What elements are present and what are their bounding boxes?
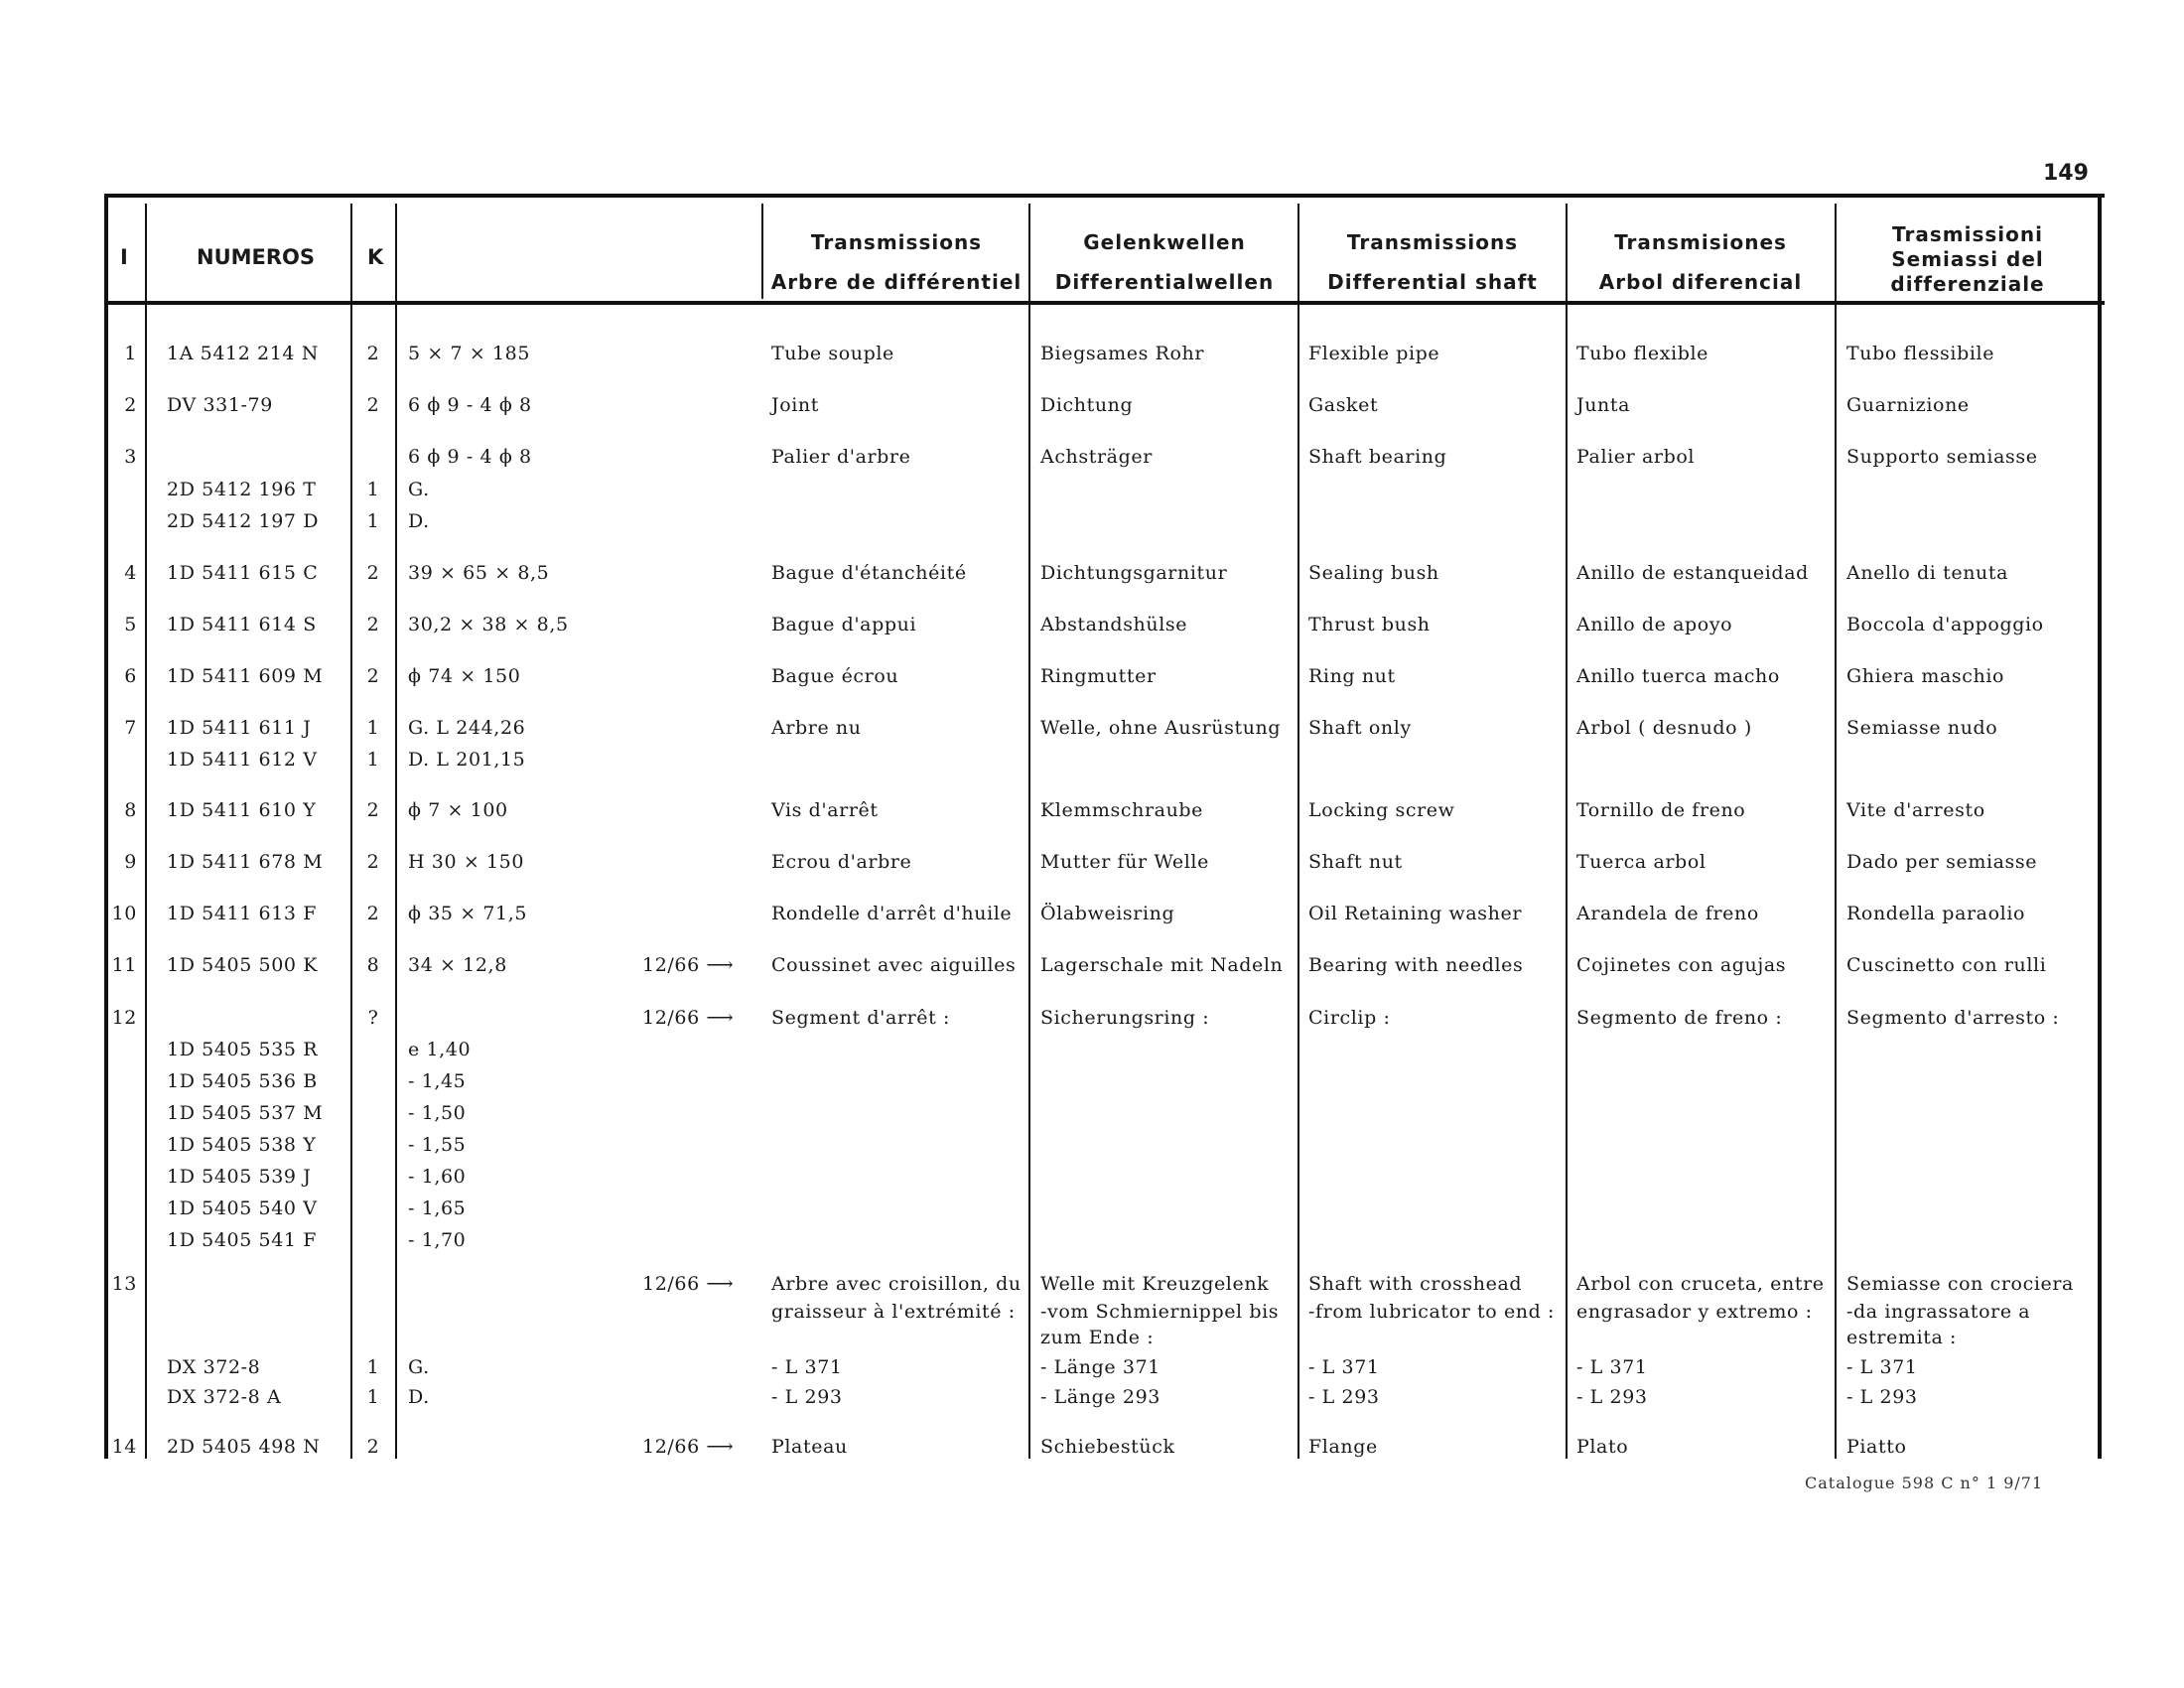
cell-dim: 30,2 × 38 × 8,5 — [408, 614, 569, 635]
cell-en: Shaft nut — [1308, 851, 1403, 873]
cell-num: 1A 5412 214 N — [167, 343, 319, 364]
cell-dim: 34 × 12,8 — [408, 954, 507, 976]
catalogue-footer: Catalogue 598 C n° 1 9/71 — [1805, 1474, 2044, 1492]
cell-dim: - 1,50 — [408, 1102, 467, 1124]
cell-dim: - 1,70 — [408, 1229, 467, 1251]
col-divider-de — [1028, 204, 1030, 1459]
header-col-fr — [764, 222, 1028, 302]
cell-fr: Palier d'arbre — [771, 446, 911, 468]
cell-de: Mutter für Welle — [1040, 851, 1209, 873]
cell-dim: 6 ϕ 9 - 4 ϕ 8 — [408, 394, 532, 416]
cell-i: 7 — [124, 717, 137, 739]
cell-de: -vom Schmiernippel bis — [1040, 1301, 1280, 1323]
header-col-k: K — [367, 245, 384, 269]
cell-it: Boccola d'appoggio — [1846, 614, 2044, 635]
cell-k: 2 — [366, 665, 380, 687]
header-en-line2: Differential shaft — [1327, 270, 1538, 294]
cell-num: 2D 5412 197 D — [167, 510, 320, 532]
header-es-line1: Transmisiones — [1614, 230, 1787, 254]
cell-es: - L 293 — [1576, 1386, 1648, 1408]
cell-k: 2 — [366, 343, 380, 364]
cell-i: 6 — [124, 665, 137, 687]
cell-dim: ϕ 7 × 100 — [408, 799, 508, 821]
cell-es: Segmento de freno : — [1576, 1007, 1783, 1029]
header-col-en — [1300, 222, 1565, 302]
cell-i: 9 — [124, 851, 137, 873]
cell-num: 2D 5412 196 T — [167, 479, 317, 500]
cell-de: Dichtungsgarnitur — [1040, 562, 1228, 584]
cell-de: Klemmschraube — [1040, 799, 1204, 821]
cell-k: ? — [367, 1007, 379, 1029]
header-col-numeros: NUMEROS — [197, 245, 316, 269]
table-top-border — [104, 194, 2105, 198]
col-divider-it — [1835, 204, 1837, 1459]
cell-num: DX 372-8 — [167, 1356, 261, 1378]
cell-k: 1 — [366, 717, 380, 739]
header-en-line1: Transmissions — [1346, 230, 1519, 254]
cell-num: 1D 5411 612 V — [167, 749, 318, 771]
cell-dim: ϕ 74 × 150 — [408, 665, 521, 687]
cell-k: 2 — [366, 562, 380, 584]
cell-en: Shaft only — [1308, 717, 1412, 739]
cell-num: 1D 5405 535 R — [167, 1039, 319, 1060]
cell-dim: - 1,60 — [408, 1166, 467, 1188]
cell-dim: ϕ 35 × 71,5 — [408, 903, 528, 924]
cell-it: Tubo flessibile — [1846, 343, 1995, 364]
cell-it: Semiasse con crociera — [1846, 1273, 2074, 1295]
cell-es: Plato — [1576, 1436, 1629, 1458]
cell-date: 12/66 ⟶ — [642, 954, 735, 976]
cell-fr: graisseur à l'extrémité : — [771, 1301, 1016, 1323]
cell-k: 1 — [366, 1386, 380, 1408]
cell-num: 1D 5411 614 S — [167, 614, 317, 635]
cell-fr: Ecrou d'arbre — [771, 851, 912, 873]
cell-num: 1D 5411 615 C — [167, 562, 319, 584]
table-left-border — [104, 196, 108, 1459]
cell-fr: Arbre nu — [771, 717, 862, 739]
cell-es: Arandela de freno — [1576, 903, 1759, 924]
cell-k: 2 — [366, 394, 380, 416]
cell-i: 10 — [111, 903, 137, 924]
cell-it: - L 293 — [1846, 1386, 1918, 1408]
cell-de: Dichtung — [1040, 394, 1134, 416]
col-divider-i — [145, 204, 147, 1459]
cell-de: - Länge 371 — [1040, 1356, 1160, 1378]
cell-num: 1D 5405 500 K — [167, 954, 319, 976]
cell-dim: H 30 × 150 — [408, 851, 525, 873]
cell-it: Segmento d'arresto : — [1846, 1007, 2060, 1029]
cell-k: 1 — [366, 479, 380, 500]
col-divider-k — [395, 204, 397, 1459]
cell-es: Arbol ( desnudo ) — [1576, 717, 1752, 739]
cell-fr: Coussinet avec aiguilles — [771, 954, 1017, 976]
cell-num: 1D 5411 609 M — [167, 665, 324, 687]
cell-es: Arbol con cruceta, entre — [1576, 1273, 1825, 1295]
col-divider-numeros — [350, 204, 352, 1459]
cell-es: Cojinetes con agujas — [1576, 954, 1787, 976]
cell-dim: 6 ϕ 9 - 4 ϕ 8 — [408, 446, 532, 468]
cell-k: 2 — [366, 1436, 380, 1458]
cell-it: - L 371 — [1846, 1356, 1918, 1378]
cell-i: 5 — [124, 614, 137, 635]
cell-k: 1 — [366, 510, 380, 532]
cell-dim: - 1,65 — [408, 1197, 467, 1219]
cell-num: 1D 5405 540 V — [167, 1197, 318, 1219]
cell-fr: Arbre avec croisillon, du — [771, 1273, 1022, 1295]
cell-fr: Bague écrou — [771, 665, 899, 687]
header-col-es — [1569, 222, 1833, 302]
cell-num: 1D 5411 611 J — [167, 717, 312, 739]
cell-en: Circlip : — [1308, 1007, 1391, 1029]
col-divider-es — [1566, 204, 1568, 1459]
cell-num: 1D 5405 537 M — [167, 1102, 324, 1124]
cell-dim: D. — [408, 1386, 430, 1408]
cell-k: 1 — [366, 1356, 380, 1378]
cell-date: 12/66 ⟶ — [642, 1436, 735, 1458]
cell-num: 1D 5411 678 M — [167, 851, 324, 873]
cell-dim: G. — [408, 479, 430, 500]
cell-num: 2D 5405 498 N — [167, 1436, 321, 1458]
header-it-line2: Semiassi del — [1891, 247, 2044, 271]
cell-en: Shaft bearing — [1308, 446, 1447, 468]
cell-es: Anillo de estanqueidad — [1576, 562, 1809, 584]
cell-k: 1 — [366, 749, 380, 771]
cell-fr: Plateau — [771, 1436, 848, 1458]
cell-dim: D. L 201,15 — [408, 749, 526, 771]
cell-en: Shaft with crosshead — [1308, 1273, 1523, 1295]
col-divider-fr — [761, 204, 763, 299]
cell-num: 1D 5405 536 B — [167, 1070, 318, 1092]
cell-num: 1D 5411 610 Y — [167, 799, 317, 821]
header-de-line1: Gelenkwellen — [1083, 230, 1246, 254]
cell-de: Biegsames Rohr — [1040, 343, 1205, 364]
cell-en: - L 293 — [1308, 1386, 1380, 1408]
cell-es: Anillo tuerca macho — [1576, 665, 1780, 687]
header-it-line3: differenziale — [1890, 272, 2045, 296]
header-col-de — [1032, 222, 1297, 302]
cell-es: Tuerca arbol — [1576, 851, 1706, 873]
cell-k: 2 — [366, 903, 380, 924]
cell-k: 2 — [366, 799, 380, 821]
cell-es: engrasador y extremo : — [1576, 1301, 1813, 1323]
cell-it: Vite d'arresto — [1846, 799, 1985, 821]
cell-i: 2 — [124, 394, 137, 416]
cell-num: DX 372-8 A — [167, 1386, 282, 1408]
cell-it: Semiasse nudo — [1846, 717, 1998, 739]
cell-de: Ringmutter — [1040, 665, 1157, 687]
cell-en: Ring nut — [1308, 665, 1396, 687]
cell-dim: 5 × 7 × 185 — [408, 343, 531, 364]
header-fr-line2: Arbre de différentiel — [770, 270, 1023, 294]
cell-en: - L 371 — [1308, 1356, 1380, 1378]
cell-date: 12/66 ⟶ — [642, 1273, 735, 1295]
cell-k: 8 — [366, 954, 380, 976]
cell-k: 2 — [366, 851, 380, 873]
cell-num: 1D 5405 539 J — [167, 1166, 312, 1188]
cell-es: Tornillo de freno — [1576, 799, 1746, 821]
cell-en: -from lubricator to end : — [1308, 1301, 1556, 1323]
cell-i: 3 — [124, 446, 137, 468]
cell-es: Anillo de apoyo — [1576, 614, 1733, 635]
cell-en: Bearing with needles — [1308, 954, 1524, 976]
cell-it: Cuscinetto con rulli — [1846, 954, 2047, 976]
cell-it: Piatto — [1846, 1436, 1907, 1458]
cell-num: 1D 5405 541 F — [167, 1229, 318, 1251]
cell-en: Sealing bush — [1308, 562, 1439, 584]
cell-dim: - 1,45 — [408, 1070, 467, 1092]
cell-fr: Tube souple — [771, 343, 894, 364]
col-divider-en — [1297, 204, 1299, 1459]
cell-i: 4 — [124, 562, 137, 584]
cell-es: Junta — [1576, 394, 1631, 416]
cell-it: -da ingrassatore a — [1846, 1301, 2031, 1323]
cell-i: 13 — [111, 1273, 137, 1295]
header-de-line2: Differentialwellen — [1054, 270, 1275, 294]
cell-fr: Bague d'étanchéité — [771, 562, 967, 584]
header-col-it — [1839, 222, 2097, 297]
cell-it: Rondella paraolio — [1846, 903, 2026, 924]
cell-it: Anello di tenuta — [1846, 562, 2009, 584]
header-fr-line1: Transmissions — [810, 230, 983, 254]
header-es-line2: Arbol diferencial — [1598, 270, 1803, 294]
header-col-i: I — [120, 245, 128, 269]
cell-i: 8 — [124, 799, 137, 821]
cell-i: 12 — [111, 1007, 137, 1029]
cell-fr: - L 293 — [771, 1386, 843, 1408]
cell-it: Guarnizione — [1846, 394, 1970, 416]
cell-num: DV 331-79 — [167, 394, 273, 416]
cell-num: 1D 5411 613 F — [167, 903, 318, 924]
cell-de: Welle, ohne Ausrüstung — [1040, 717, 1282, 739]
cell-fr: Bague d'appui — [771, 614, 917, 635]
cell-de: Achsträger — [1040, 446, 1153, 468]
cell-i: 1 — [124, 343, 137, 364]
cell-fr: - L 371 — [771, 1356, 843, 1378]
cell-es: Palier arbol — [1576, 446, 1696, 468]
cell-de: zum Ende : — [1040, 1327, 1155, 1348]
table-right-border — [2098, 196, 2102, 1459]
cell-dim: - 1,55 — [408, 1134, 467, 1156]
cell-i: 11 — [111, 954, 137, 976]
header-it-line1: Trasmissioni — [1892, 222, 2043, 246]
cell-fr: Joint — [771, 394, 820, 416]
cell-it: Dado per semiasse — [1846, 851, 2038, 873]
cell-dim: e 1,40 — [408, 1039, 472, 1060]
cell-de: Schiebestück — [1040, 1436, 1175, 1458]
cell-num: 1D 5405 538 Y — [167, 1134, 317, 1156]
cell-en: Oil Retaining washer — [1308, 903, 1523, 924]
page-number: 149 — [2043, 161, 2089, 186]
cell-en: Flange — [1308, 1436, 1378, 1458]
cell-de: - Länge 293 — [1040, 1386, 1160, 1408]
cell-de: Lagerschale mit Nadeln — [1040, 954, 1284, 976]
cell-en: Flexible pipe — [1308, 343, 1440, 364]
cell-dim: D. — [408, 510, 430, 532]
cell-es: Tubo flexible — [1576, 343, 1708, 364]
cell-de: Abstandshülse — [1040, 614, 1188, 635]
cell-de: Welle mit Kreuzgelenk — [1040, 1273, 1270, 1295]
cell-fr: Segment d'arrêt : — [771, 1007, 950, 1029]
cell-fr: Vis d'arrêt — [771, 799, 879, 821]
cell-en: Locking screw — [1308, 799, 1455, 821]
cell-i: 14 — [111, 1436, 137, 1458]
cell-en: Gasket — [1308, 394, 1379, 416]
cell-dim: G. L 244,26 — [408, 717, 526, 739]
cell-de: Ölabweisring — [1040, 903, 1175, 924]
cell-k: 2 — [366, 614, 380, 635]
cell-it: Supporto semiasse — [1846, 446, 2038, 468]
cell-de: Sicherungsring : — [1040, 1007, 1210, 1029]
cell-date: 12/66 ⟶ — [642, 1007, 735, 1029]
cell-it: Ghiera maschio — [1846, 665, 2005, 687]
cell-fr: Rondelle d'arrêt d'huile — [771, 903, 1013, 924]
cell-dim: 39 × 65 × 8,5 — [408, 562, 550, 584]
cell-it: estremita : — [1846, 1327, 1958, 1348]
cell-es: - L 371 — [1576, 1356, 1648, 1378]
cell-en: Thrust bush — [1308, 614, 1431, 635]
cell-dim: G. — [408, 1356, 430, 1378]
